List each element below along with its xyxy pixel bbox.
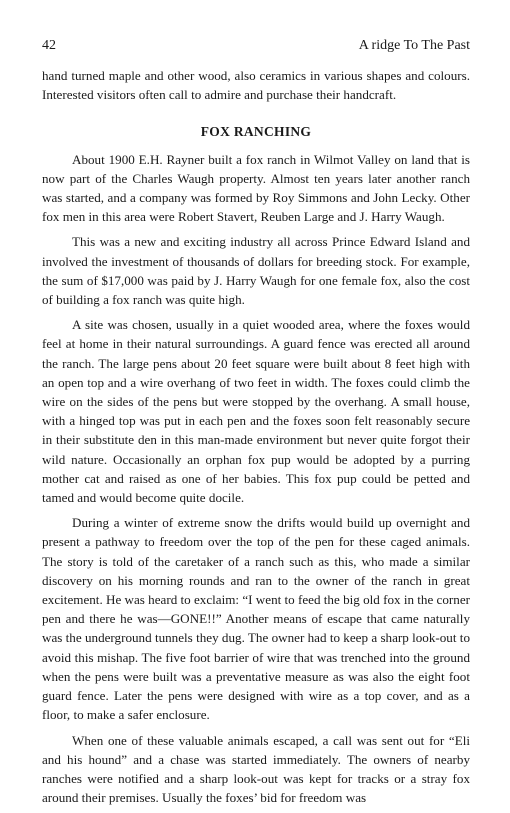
body-paragraph: When one of these valuable animals escaped, a call was sent out for “Eli and his hound” and a chase was started immediately. The owners of nearby ranches were notified and a sharp look-out was kept for tracks or a stray fox around their premises. Usually the foxes’ bid for freedom was: [42, 732, 470, 806]
running-title: A ridge To The Past: [358, 38, 470, 53]
page-body: [42, 66, 470, 813]
page-header: [42, 38, 470, 60]
intro-paragraph: hand turned maple and other wood, also ceramics in various shapes and colours. Interested visitors often call to admire and purchase their handcraft.: [42, 68, 470, 103]
body-paragraph: About 1900 E.H. Rayner built a fox ranch in Wilmot Valley on land that is now part of the Charles Waugh property. Almost ten years later another ranch was started, and a company was formed by Roy Simmons and John Lecky. Other fox men in this area were Robert Stavert, Reuben Large and J. Harry Waugh.: [42, 151, 470, 225]
section-heading: FOX RANCHING: [200, 124, 312, 140]
body-paragraph: During a winter of extreme snow the drifts would build up overnight and present a pathway to freedom over the top of the pen for these caged animals. The story is told of the caretaker of a ranch such as this, who made a similar discovery on his morning rounds and ran to the owner of the ranch in great excitement. He was heard to exclaim: “I went to feed the big old fox in the corner pen and there he was—GONE!!” Another means of escape that came naturally was the underground tunnels they dug. The owner had to keep a sharp look-out to avoid this mishap. The five foot barrier of wire that was trenched into the ground when the pens were built was a preventative measure as was also the eight foot guard fence. Later the pens were designed with wire as a top cover, and as a floor, to make a safer enclosure.: [42, 515, 470, 723]
page-number: 42: [42, 38, 56, 53]
body-paragraph: This was a new and exciting industry all across Prince Edward Island and involved the investment of thousands of dollars for breeding stock. For example, the sum of $17,000 was paid by J. Harry Waugh for one female fox, also the cost of building a fox ranch was quite high.: [42, 234, 470, 308]
body-paragraph: A site was chosen, usually in a quiet wooded area, where the foxes would feel at home in their natural surroundings. A guard fence was erected all around the ranch. The large pens about 20 feet square were built about 8 feet high with an open top and a wire overhang of two feet in width. The foxes could climb the wire on the sides of the pens but were stopped by the overhang. A small house, with a hinged top was put in each pen and the foxes soon felt reasonably secure in their substitute den in this man-made environment but never quite forgot their wild nature. Occasionally an orphan fox pup would be adopted by a purring mother cat and raised as one of her babies. This fox pup could be petted and tamed and would become quite docile.: [42, 317, 470, 506]
